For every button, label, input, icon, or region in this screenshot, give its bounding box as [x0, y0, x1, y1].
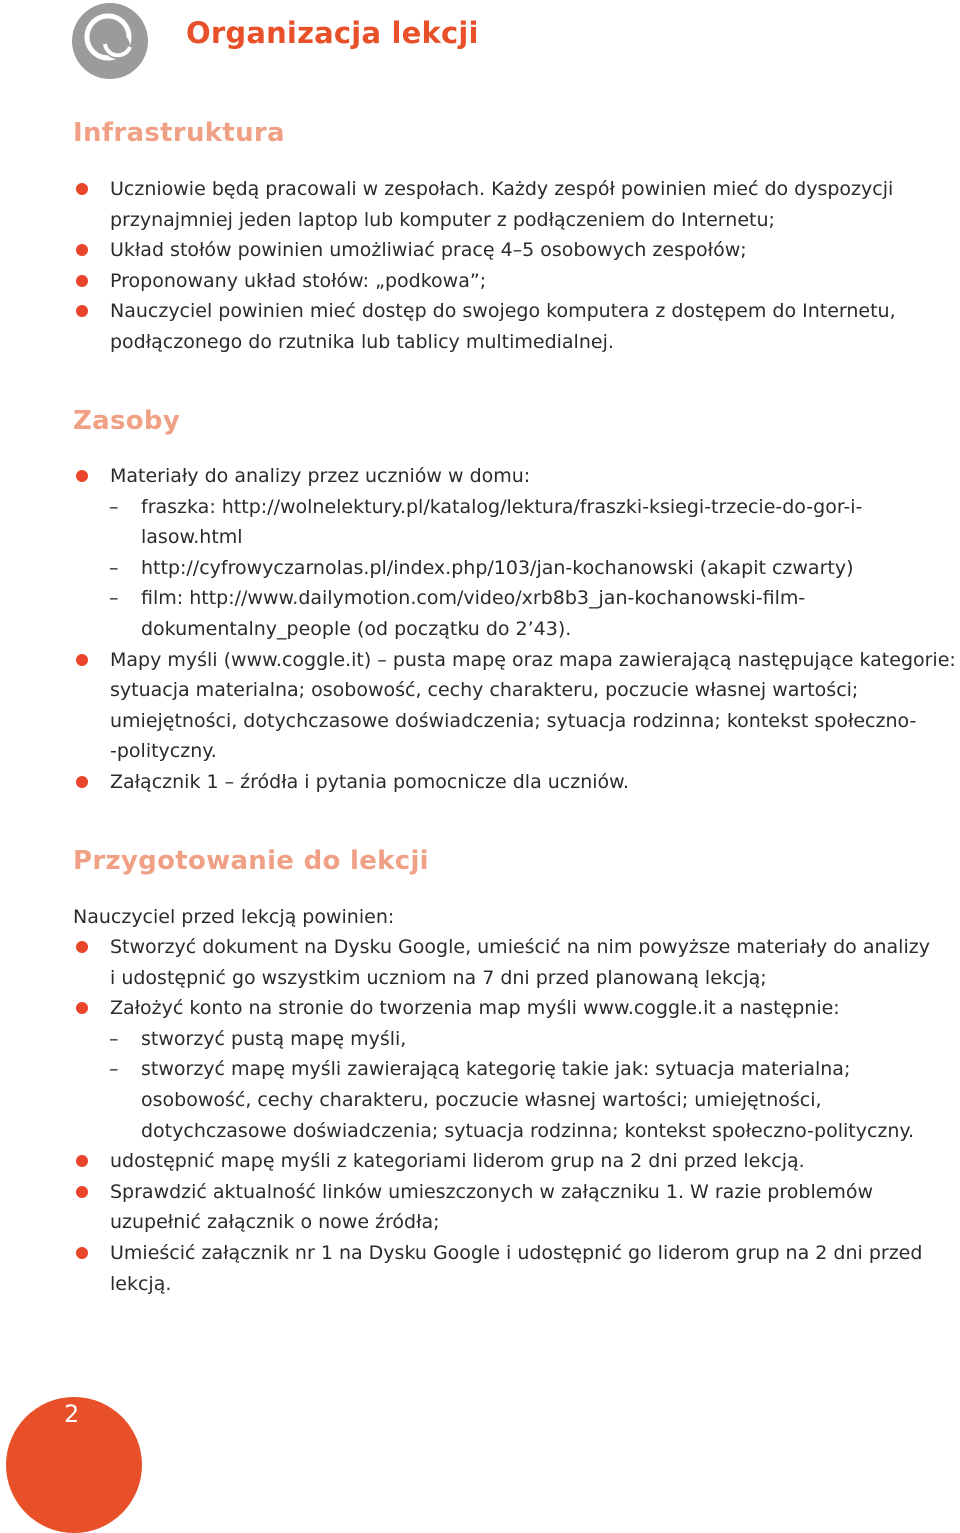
sub-item-text: stworzyć pustą mapę myśli,: [141, 1027, 407, 1050]
sub-item-text: osobowość, cechy charakteru, poczucie własnej wartości; umiejętności,: [141, 1088, 822, 1111]
bullet-icon: [76, 1155, 88, 1167]
intro-text: Nauczyciel przed lekcją powinien:: [73, 906, 395, 928]
list-item-text: Stworzyć dokument na Dysku Google, umieścić na nim powyższe materiały do analizy: [110, 936, 930, 958]
list-item-text: Materiały do analizy przez uczniów w domu:: [110, 465, 531, 487]
sub-list-item: [0, 1054, 960, 1146]
sub-list-item: [0, 1024, 960, 1055]
bullet-icon: [76, 275, 88, 287]
list-item-text: Uczniowie będą pracowali w zespołach. Każdy zespół powinien mieć do dyspozycji: [110, 178, 894, 200]
list-item: [0, 767, 960, 798]
list-item-text: lekcją.: [110, 1272, 172, 1295]
list-item: [0, 1177, 960, 1238]
list-item: [0, 1146, 960, 1177]
list-item: [0, 296, 960, 357]
list-item-text: podłączonego do rzutnika lub tablicy multimedialnej.: [110, 330, 614, 353]
bullet-icon: [76, 470, 88, 482]
section-heading-zasoby: Zasoby: [73, 406, 181, 436]
list-item-text: Mapy myśli (www.coggle.it) – pusta mapę oraz mapa zawierającą następujące kategorie:: [110, 648, 956, 671]
bullet-icon: [76, 183, 88, 195]
list-item-text: sytuacja materialna; osobowość, cechy charakteru, poczucie własnej wartości;: [110, 679, 859, 702]
list-item-text: Układ stołów powinien umożliwiać pracę 4–5 osobowych zespołów;: [110, 239, 747, 262]
list-item-text: Proponowany układ stołów: „podkowa”;: [110, 269, 487, 292]
sub-list-item: [0, 583, 960, 644]
section-heading-infrastruktura: Infrastruktura: [73, 118, 285, 148]
bullet-icon: [76, 1247, 88, 1259]
sub-list-item: [0, 492, 960, 553]
link-text[interactable]: fraszka: http://wolnelektury.pl/katalog/lektura/fraszki-ksiegi-trzecie-do-gor-i-: [141, 495, 863, 518]
bullet-icon: [76, 776, 88, 788]
list-item-text: przynajmniej jeden laptop lub komputer z podłączeniem do Internetu;: [110, 208, 775, 231]
sub-item-text: dotychczasowe doświadczenia; sytuacja rodzinna; kontekst społeczno-polityczny.: [141, 1119, 914, 1142]
list-item: [0, 235, 960, 266]
przygotowanie-list: [0, 932, 960, 1299]
list-item-text: -polityczny.: [110, 740, 217, 763]
dash-marker: –: [109, 1027, 119, 1050]
link-text[interactable]: http://cyfrowyczarnolas.pl/index.php/103/jan-kochanowski (akapit czwarty): [141, 556, 854, 579]
list-item-text: uzupełnić załącznik o nowe źródła;: [110, 1211, 440, 1234]
list-item-text: Załącznik 1 – źródła i pytania pomocnicze dla uczniów.: [110, 770, 630, 793]
zasoby-list: [0, 461, 960, 798]
list-item: [0, 266, 960, 297]
bullet-icon: [76, 654, 88, 666]
list-item: [0, 1238, 960, 1299]
bullet-icon: [76, 1186, 88, 1198]
list-item-text: Sprawdzić aktualność linków umieszczonych w załączniku 1. W razie problemów: [110, 1180, 874, 1203]
page-number: 2: [64, 1400, 80, 1428]
bullet-icon: [76, 1002, 88, 1014]
sub-item-text: stworzyć mapę myśli zawierającą kategorię takie jak: sytuacja materialna;: [141, 1058, 851, 1081]
list-item-text: umiejętności, dotychczasowe doświadczenia; sytuacja rodzinna; kontekst społeczno-: [110, 709, 917, 732]
dash-marker: –: [109, 1058, 119, 1081]
link-text[interactable]: lasow.html: [141, 526, 243, 549]
list-item: [0, 993, 960, 1024]
list-item: [0, 645, 960, 767]
dash-marker: –: [109, 556, 119, 579]
infrastruktura-list: [0, 174, 960, 358]
link-text[interactable]: film: http://www.dailymotion.com/video/xrb8b3_jan-kochanowski-film-: [141, 587, 806, 610]
bullet-icon: [76, 941, 88, 953]
list-item: [0, 932, 960, 993]
list-item: [0, 174, 960, 235]
sub-list-item: [0, 553, 960, 584]
dash-marker: –: [109, 587, 119, 610]
dash-marker: –: [109, 495, 119, 518]
section-heading-przygotowanie: Przygotowanie do lekcji: [73, 846, 429, 876]
list-item: [0, 461, 960, 492]
link-text[interactable]: dokumentalny_people (od początku do 2’43).: [141, 617, 572, 640]
bullet-icon: [76, 305, 88, 317]
list-item-text: Umieścić załącznik nr 1 na Dysku Google i udostępnić go liderom grup na 2 dni przed: [110, 1241, 923, 1264]
list-item-text: i udostępnić go wszystkim uczniom na 7 dni przed planowaną lekcją;: [110, 966, 767, 989]
circle-logo-icon: [72, 3, 148, 79]
list-item-text: Założyć konto na stronie do tworzenia map myśli www.coggle.it a następnie:: [110, 997, 840, 1020]
bullet-icon: [76, 244, 88, 256]
page-title: Organizacja lekcji: [186, 16, 479, 50]
list-item-text: Nauczyciel powinien mieć dostęp do swojego komputera z dostępem do Internetu,: [110, 300, 896, 323]
list-item-text: udostępnić mapę myśli z kategoriami liderom grup na 2 dni przed lekcją.: [110, 1150, 805, 1173]
